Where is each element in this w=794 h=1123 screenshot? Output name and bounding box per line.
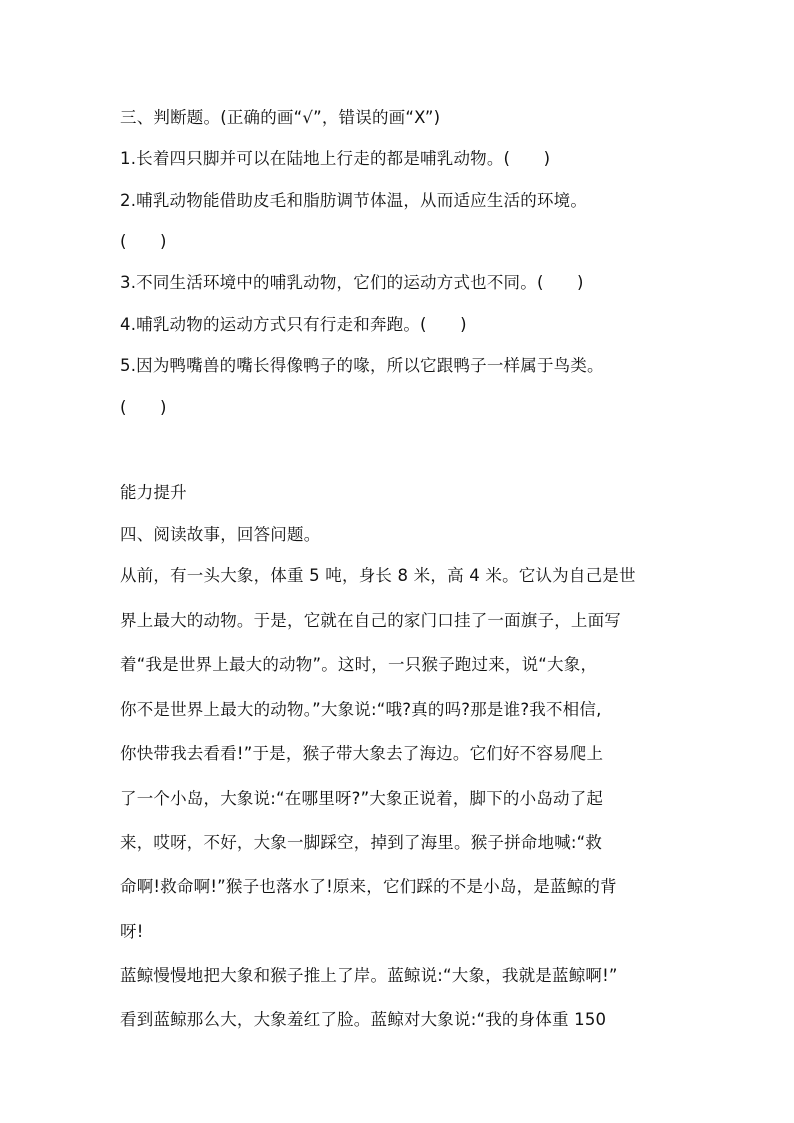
question-5: 5.因为鸭嘴兽的嘴长得像鸭子的喙，所以它跟鸭子一样属于鸟类。: [120, 356, 604, 375]
question-5-answer: ( ): [120, 398, 167, 417]
story-line: 看到蓝鲸那么大，大象羞红了脸。蓝鲸对大象说:“我的身体重 150: [120, 1010, 607, 1029]
story-line: 来，哎呀，不好，大象一脚踩空，掉到了海里。猴子拼命地喊:“救: [120, 833, 603, 852]
section4-heading: 四、阅读故事，回答问题。: [120, 525, 321, 544]
question-1: 1.长着四只脚并可以在陆地上行走的都是哺乳动物。( ): [120, 149, 551, 168]
story-line: 你快带我去看看!”于是，猴子带大象去了海边。它们好不容易爬上: [120, 744, 604, 763]
story-line: 从前，有一头大象，体重 5 吨，身长 8 米，高 4 米。它认为自己是世: [120, 566, 636, 585]
section3-heading: 三、判断题。(正确的画“√”，错误的画“X”): [120, 108, 441, 127]
story-line: 呀!: [120, 922, 144, 941]
question-2: 2.哺乳动物能借助皮毛和脂肪调节体温，从而适应生活的环境。: [120, 191, 588, 210]
ability-title: 能力提升: [120, 483, 187, 502]
story-line: 了一个小岛，大象说:“在哪里呀?”大象正说着，脚下的小岛动了起: [120, 789, 604, 808]
story-line: 界上最大的动物。于是，它就在自己的家门口挂了一面旗子，上面写: [120, 611, 621, 630]
story-line: 命啊!救命啊!”猴子也落水了!原来，它们踩的不是小岛，是蓝鲸的背: [120, 877, 617, 896]
story-line: 着“我是世界上最大的动物”。这时，一只猴子跑过来，说“大象，: [120, 655, 598, 674]
story-line: 蓝鲸慢慢地把大象和猴子推上了岸。蓝鲸说:“大象，我就是蓝鲸啊!”: [120, 966, 618, 985]
question-3: 3.不同生活环境中的哺乳动物，它们的运动方式也不同。( ): [120, 273, 584, 292]
question-2-answer: ( ): [120, 232, 167, 251]
question-4: 4.哺乳动物的运动方式只有行走和奔跑。( ): [120, 315, 467, 334]
story-line: 你不是世界上最大的动物。”大象说:“哦?真的吗?那是谁?我不相信,: [120, 700, 602, 719]
